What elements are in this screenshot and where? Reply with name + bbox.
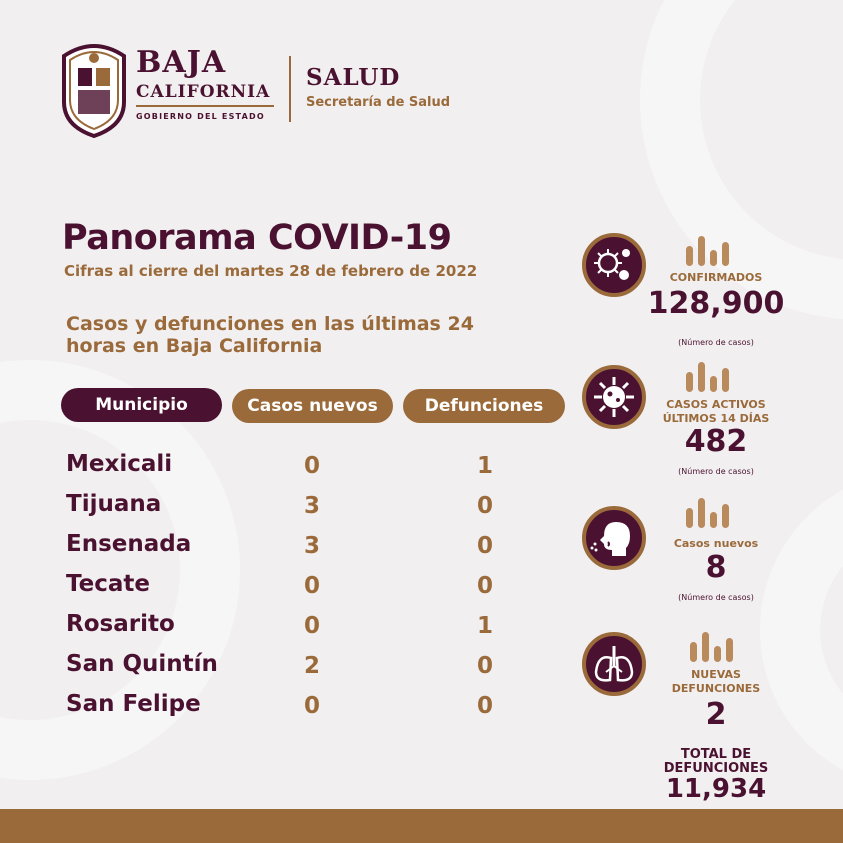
- table-row: [0, 611, 600, 647]
- casos-value: 0: [303, 573, 320, 599]
- municipio-name: Tijuana: [66, 491, 162, 517]
- defunciones-label: NUEVAS: [691, 668, 741, 681]
- municipio-name: Tecate: [66, 571, 150, 597]
- state-seal-icon: [58, 42, 130, 138]
- page-title: Panorama COVID-19: [62, 218, 452, 258]
- activos-label: CASOS ACTIVOS: [666, 398, 766, 411]
- nuevos-label: Casos nuevos: [673, 537, 759, 550]
- casos-value: 2: [303, 653, 320, 679]
- nuevos-note: (Número de casos): [678, 593, 754, 602]
- defunciones-value: 0: [476, 653, 493, 679]
- municipio-name: San Felipe: [66, 691, 201, 717]
- confirmados-note: (Número de casos): [678, 338, 754, 347]
- casos-value: 3: [303, 493, 320, 519]
- logo-california: CALIFORNIA: [136, 82, 271, 102]
- bar-chart-icon: [686, 236, 729, 266]
- table-row: [0, 491, 600, 527]
- defunciones-value: 1: [476, 613, 493, 639]
- column-header-municipio: Municipio: [61, 388, 222, 422]
- municipio-name: Rosarito: [66, 611, 175, 637]
- defunciones-value: 2: [705, 697, 727, 732]
- nuevos-value: 8: [705, 550, 727, 585]
- table-row: [0, 531, 600, 567]
- defunciones-value: 0: [476, 493, 493, 519]
- table-row: [0, 571, 600, 607]
- page-subtitle: Cifras al cierre del martes 28 de febrero de 2022: [64, 262, 478, 280]
- confirmados-value: 128,900: [647, 286, 785, 321]
- municipio-name: Mexicali: [66, 451, 173, 477]
- logo-baja: BAJA: [136, 45, 227, 80]
- table-row: [0, 651, 600, 687]
- confirmados-label: CONFIRMADOS: [669, 271, 763, 284]
- casos-value: 0: [303, 693, 320, 719]
- municipio-name: Ensenada: [66, 531, 192, 557]
- header-separator: [289, 56, 291, 122]
- total-label-line1: TOTAL DE: [680, 747, 752, 762]
- activos-label-2: ÚLTIMOS 14 DÍAS: [662, 412, 770, 425]
- defunciones-value: 0: [476, 533, 493, 559]
- bar-chart-icon: [686, 498, 729, 528]
- logo-salud: SALUD: [306, 64, 401, 91]
- total-label-line2: DEFUNCIONES: [663, 761, 769, 776]
- total-value: 11,934: [665, 774, 767, 804]
- defunciones-value: 1: [476, 453, 493, 479]
- table-row: [0, 691, 600, 727]
- logo-divider: [136, 105, 274, 107]
- table-row: [0, 451, 600, 487]
- casos-value: 3: [303, 533, 320, 559]
- bar-chart-icon: [690, 632, 733, 662]
- total-label: [626, 748, 806, 776]
- column-header-defunciones: Defunciones: [403, 389, 565, 423]
- defunciones-value: 0: [476, 693, 493, 719]
- background-decoration: [760, 470, 843, 790]
- table-description: Casos y defunciones en las últimas 24 horas en Baja California: [66, 313, 474, 357]
- casos-value: 0: [303, 453, 320, 479]
- logo-gobierno: GOBIERNO DEL ESTADO: [136, 112, 265, 121]
- casos-value: 0: [303, 613, 320, 639]
- logo-secretaria: Secretaría de Salud: [306, 95, 451, 110]
- bar-chart-icon: [686, 362, 729, 392]
- defunciones-label-2: DEFUNCIONES: [671, 682, 761, 695]
- activos-note: (Número de casos): [678, 467, 754, 476]
- footer-bar: [0, 809, 843, 843]
- municipio-name: San Quintín: [66, 651, 218, 677]
- activos-value: 482: [684, 424, 748, 459]
- column-header-casos: Casos nuevos: [232, 389, 393, 423]
- defunciones-value: 0: [476, 573, 493, 599]
